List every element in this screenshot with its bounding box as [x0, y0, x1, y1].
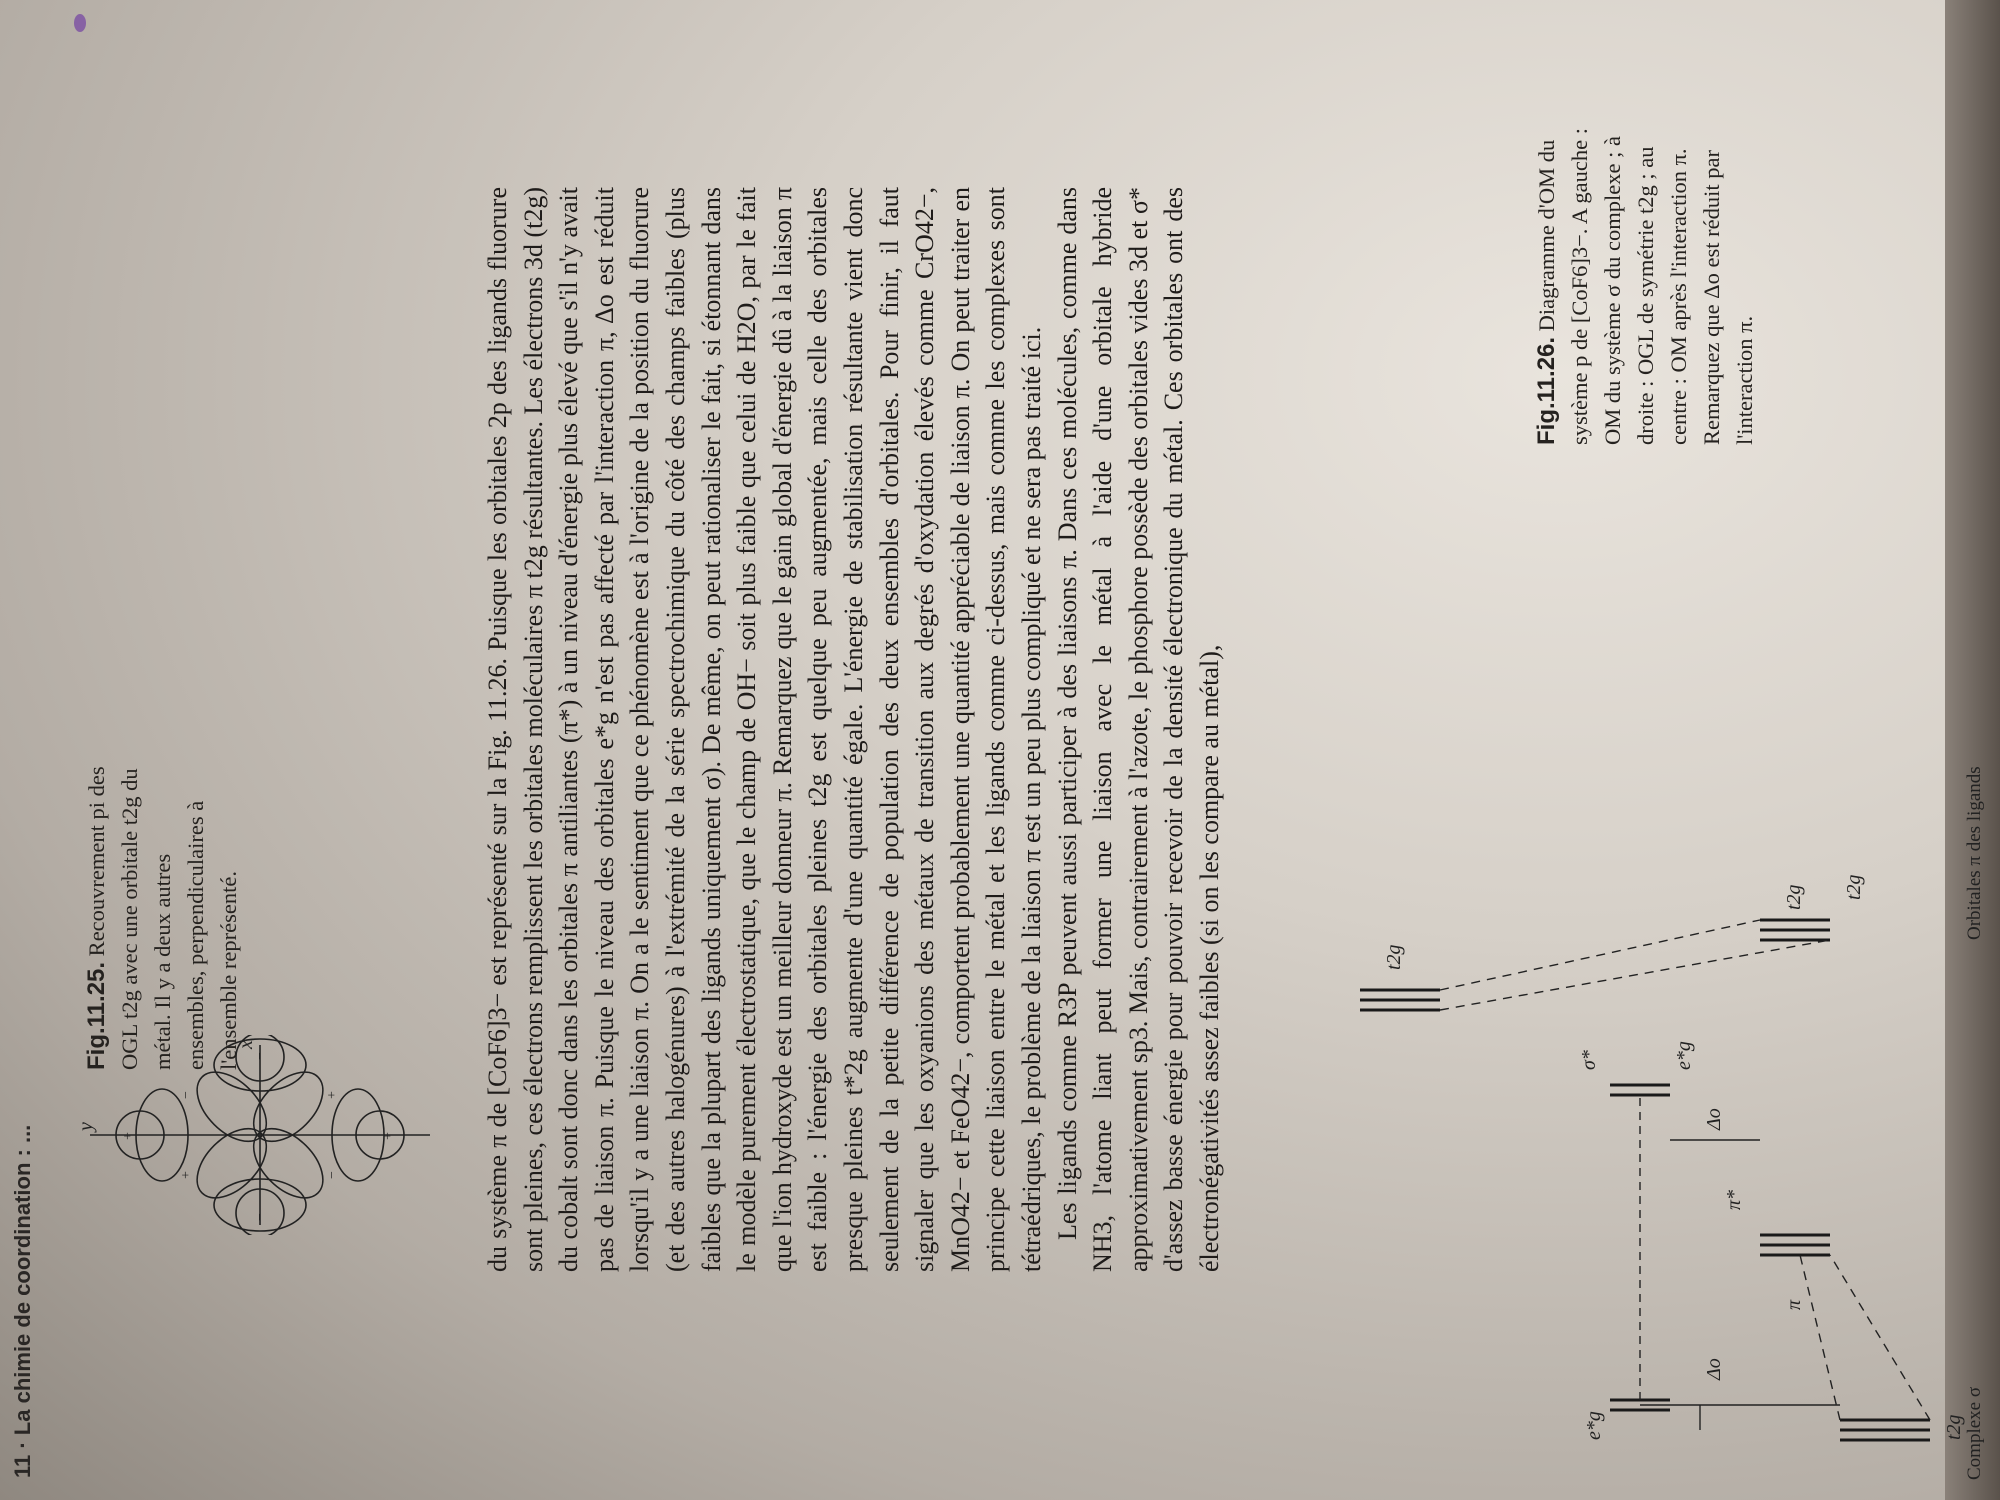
label-t2g-left: t2g [1943, 1414, 1965, 1440]
figure-11-26-number: Fig.11.26. [1533, 336, 1560, 445]
label-pi-star: π* [1723, 1189, 1745, 1210]
svg-text:−: − [179, 1091, 194, 1099]
axis-y-label: y [75, 1122, 97, 1131]
ink-stain [74, 14, 86, 32]
label-delta-center: Δo [1703, 1108, 1725, 1130]
svg-text:−: − [253, 1052, 268, 1060]
label-sigma-star: σ* [1578, 1050, 1600, 1070]
svg-text:−: − [325, 1171, 340, 1179]
label-eg-center: e*g [1673, 1041, 1695, 1070]
label-t2g-bottom: t2g [1843, 874, 1865, 900]
figure-11-25-text: Recouvrement pi des OGL t2g avec une orbitale t2g du métal. Il y a deux autres ensembles, perpendiculaires à l'ensemble représenté. [84, 766, 241, 1070]
label-t2g-center: t2g [1783, 884, 1805, 910]
label-ligand-pi: Orbitales π des ligands [1964, 766, 1985, 940]
svg-text:+: + [381, 1132, 396, 1140]
label-eg-left: e*g [1583, 1411, 1605, 1440]
paragraph-2: Les ligands comme R3P peuvent aussi participer à des liaisons π. Dans ces molécules, comme dans NH3, l'atome liant peut former une liaison avec le métal à l'aide d'une orbitale hybride approximativement sp3. Mais, contrairement à l'azote, le phosphore possède des orbitales vides 3d et σ* d'assez basse énergie pour pouvoir recevoir de la densité électronique du métal. Ces orbitales ont des électronégativités assez faibles (si on les compare au métal), [1052, 187, 1224, 1272]
label-delta-left: Δo [1703, 1358, 1725, 1380]
figure-11-26-text: Diagramme d'OM du système p de [CoF6]3−. A gauche : OM du système σ du complexe ; à droite : OGL de symétrie t2g ; au centre : OM après l'interaction π. Remarquez que Δo est réduit par l'interaction π. [1534, 127, 1757, 445]
svg-text:−: − [253, 1213, 268, 1221]
figure-11-25-number: Fig.11.25. [83, 961, 110, 1070]
label-pi: π [1783, 1299, 1805, 1310]
svg-text:+: + [121, 1132, 136, 1140]
running-header [10, 1125, 36, 1478]
figure-11-26-caption [1530, 115, 1761, 445]
figure-11-26-diagram [1200, 440, 2000, 1500]
label-t2g-right: t2g [1383, 944, 1405, 970]
paragraph-1: du système π de [CoF6]3− est représenté sur la Fig. 11.26. Puisque les orbitales 2p des ligands fluorure sont pleines, ces électrons remplissent les orbitales moléculaires π t2g résultantes. Les électrons 3d (t2g) du cobalt sont donc dans les orbitales π antiliantes (π*) à un niveau d'énergie plus élevé que s'il n'y avait pas de liaison π. Puisque le niveau des orbitales e*g n'est pas affecté par l'interaction π, Δo est réduit lorsqu'il y a une liaison π. On a le sentiment que ce phénomène est à l'origine de la position du fluorure (et des autres halogénures) à l'extrémité de la série spectrochimique du côté des champs faibles (plus faibles que la plupart des ligands uniquement σ). De même, on peut rationaliser le fait, si étonnant dans le modèle purement électrostatique, que le champ de OH− soit plus faible que celui de H2O, par le fait que l'ion hydroxyde est un meilleur donneur π. Remarquez que le gain global d'énergie dû à la liaison π est faible : l'énergie des orbitales pleines t2g est quelque peu augmentée, mais celle des orbitales presque pleines t*2g augmente d'une quantité égale. L'énergie de stabilisation résultante vient donc seulement de la petite différence de population des deux ensembles d'orbitales. Pour finir, il faut signaler que les oxyanions des métaux de transition aux degrés d'oxydation élevés comme CrO42−, MnO42− et FeO42−, comportent probablement une quantité appréciable de liaison π. On peut traiter en principe cette liaison entre le métal et les ligands comme ci-dessus, mais comme les complexes sont tétraédriques, le problème de la liaison π est un peu plus compliqué et ne sera pas traité ici. [483, 187, 1046, 1272]
figure-11-25-caption [80, 750, 245, 1070]
chapter-title: 11 · La chimie de coordination : ... [10, 1124, 35, 1478]
svg-text:+: + [179, 1171, 194, 1179]
body-text [480, 187, 1227, 1272]
svg-text:+: + [325, 1091, 340, 1099]
label-complex-sigma: Complexe σ [1964, 1386, 1985, 1480]
axis-x-label: x [235, 1040, 257, 1049]
